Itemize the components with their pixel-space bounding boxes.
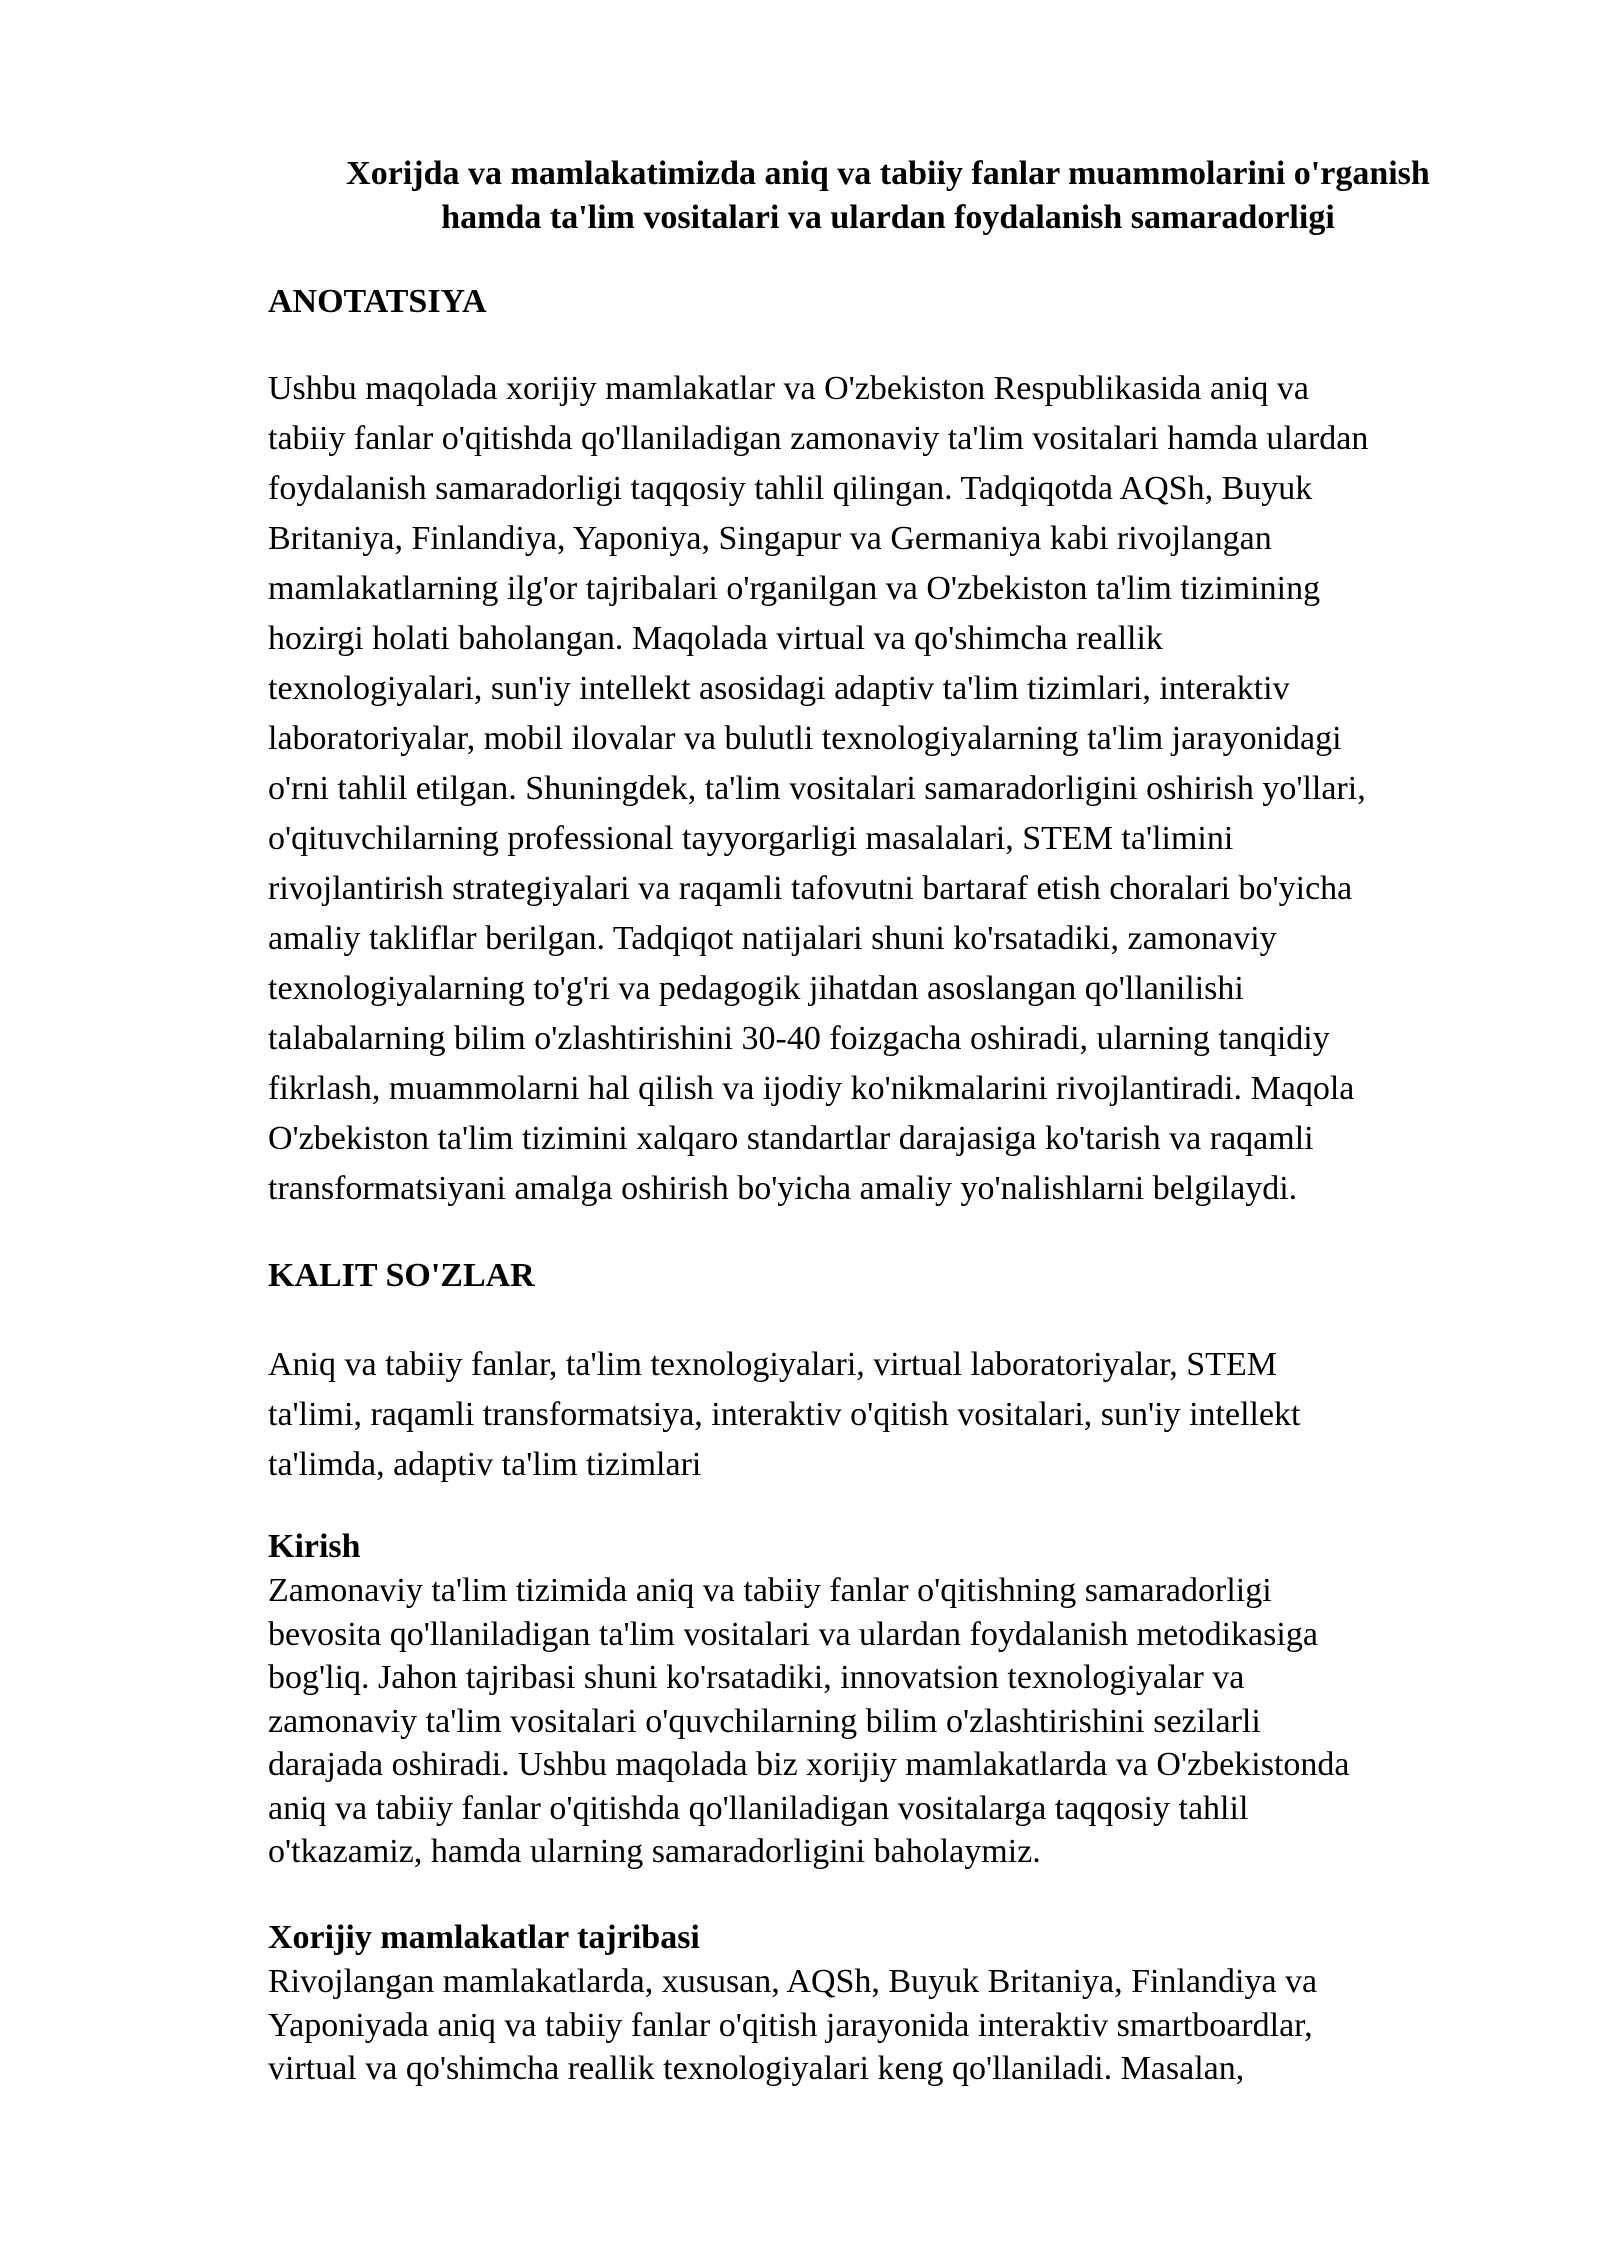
annotation-line: o'rni tahlil etilgan. Shuningdek, ta'lim vositalari samaradorligini oshirish yo'llari, bbox=[268, 770, 1366, 807]
annotation-line: talabalarning bilim o'zlashtirishini 30-40 foizgacha oshiradi, ularning tanqidiy bbox=[268, 1020, 1330, 1057]
annotation-line: mamlakatlarning ilg'or tajribalari o'rganilgan va O'zbekiston ta'lim tizimining bbox=[268, 570, 1321, 607]
introduction-heading: Kirish bbox=[268, 1528, 361, 1565]
annotation-line: tabiiy fanlar o'qitishda qo'llaniladigan zamonaviy ta'lim vositalari hamda ulardan bbox=[268, 420, 1369, 457]
introduction-line: bog'liq. Jahon tajribasi shuni ko'rsatadiki, innovatsion texnologiyalar va bbox=[268, 1659, 1245, 1696]
annotation-line: rivojlantirish strategiyalari va raqamli tafovutni bartaraf etish choralari bo'yicha bbox=[268, 870, 1353, 907]
title-line: Xorijda va mamlakatimizda aniq va tabiiy fanlar muammolarini o'rganish bbox=[346, 155, 1430, 192]
annotation-line: laboratoriyalar, mobil ilovalar va bulutli texnologiyalarning ta'lim jarayonidagi bbox=[268, 720, 1342, 757]
annotation-line: O'zbekiston ta'lim tizimini xalqaro standartlar darajasiga ko'tarish va raqamli bbox=[268, 1120, 1314, 1157]
foreign-experience-heading: Xorijiy mamlakatlar tajribasi bbox=[268, 1919, 700, 1956]
annotation-line: Ushbu maqolada xorijiy mamlakatlar va O'zbekiston Respublikasida aniq va bbox=[268, 370, 1309, 407]
annotation-line: foydalanish samaradorligi taqqosiy tahlil qilingan. Tadqiqotda AQSh, Buyuk bbox=[268, 470, 1313, 507]
keywords-heading: KALIT SO'ZLAR bbox=[268, 1257, 535, 1294]
introduction-line: bevosita qo'llaniladigan ta'lim vositalari va ulardan foydalanish metodikasiga bbox=[268, 1615, 1318, 1653]
introduction-paragraph bbox=[268, 1569, 1508, 1874]
paper-title bbox=[268, 152, 1508, 240]
introduction-line: darajada oshiradi. Ushbu maqolada biz xorijiy mamlakatlarda va O'zbekistonda bbox=[268, 1746, 1350, 1783]
keywords-line: ta'limda, adaptiv ta'lim tizimlari bbox=[268, 1446, 702, 1483]
title-line: hamda ta'lim vositalari va ulardan foydalanish samaradorligi bbox=[441, 199, 1335, 236]
annotation-line: texnologiyalarning to'g'ri va pedagogik jihatdan asoslangan qo'llanilishi bbox=[268, 970, 1244, 1007]
annotation-heading: ANOTATSIYA bbox=[268, 283, 487, 320]
annotation-paragraph bbox=[268, 364, 1508, 1214]
introduction-line: zamonaviy ta'lim vositalari o'quvchilarning bilim o'zlashtirishini sezilarli bbox=[268, 1702, 1261, 1740]
annotation-line: o'qituvchilarning professional tayyorgarligi masalalari, STEM ta'limini bbox=[268, 820, 1234, 857]
keywords-paragraph bbox=[268, 1340, 1508, 1490]
introduction-line: o'tkazamiz, hamda ularning samaradorligini baholaymiz. bbox=[268, 1833, 1041, 1870]
keywords-line: Aniq va tabiiy fanlar, ta'lim texnologiyalari, virtual laboratoriyalar, STEM bbox=[268, 1346, 1277, 1383]
annotation-line: texnologiyalari, sun'iy intellekt asosidagi adaptiv ta'lim tizimlari, interaktiv bbox=[268, 670, 1290, 707]
introduction-line: aniq va tabiiy fanlar o'qitishda qo'llaniladigan vositalarga taqqosiy tahlil bbox=[268, 1789, 1249, 1827]
annotation-line: Britaniya, Finlandiya, Yaponiya, Singapur va Germaniya kabi rivojlangan bbox=[268, 520, 1272, 557]
foreign-experience-line: virtual va qo'shimcha reallik texnologiyalari keng qo'llaniladi. Masalan, bbox=[268, 2050, 1245, 2087]
annotation-line: amaliy takliflar berilgan. Tadqiqot natijalari shuni ko'rsatadiki, zamonaviy bbox=[268, 920, 1277, 957]
introduction-line: Zamonaviy ta'lim tizimida aniq va tabiiy fanlar o'qitishning samaradorligi bbox=[268, 1572, 1272, 1609]
keywords-line: ta'limi, raqamli transformatsiya, interaktiv o'qitish vositalari, sun'iy intellekt bbox=[268, 1396, 1301, 1433]
foreign-experience-paragraph bbox=[268, 1960, 1508, 2091]
annotation-line: fikrlash, muammolarni hal qilish va ijodiy ko'nikmalarini rivojlantiradi. Maqola bbox=[268, 1070, 1355, 1107]
annotation-line: transformatsiyani amalga oshirish bo'yicha amaliy yo'nalishlarni belgilaydi. bbox=[268, 1170, 1298, 1207]
foreign-experience-line: Yaponiyada aniq va tabiiy fanlar o'qitish jarayonida interaktiv smartboardlar, bbox=[268, 2006, 1313, 2044]
annotation-line: hozirgi holati baholangan. Maqolada virtual va qo'shimcha reallik bbox=[268, 620, 1163, 657]
foreign-experience-line: Rivojlangan mamlakatlarda, xususan, AQSh, Buyuk Britaniya, Finlandiya va bbox=[268, 1963, 1318, 2000]
